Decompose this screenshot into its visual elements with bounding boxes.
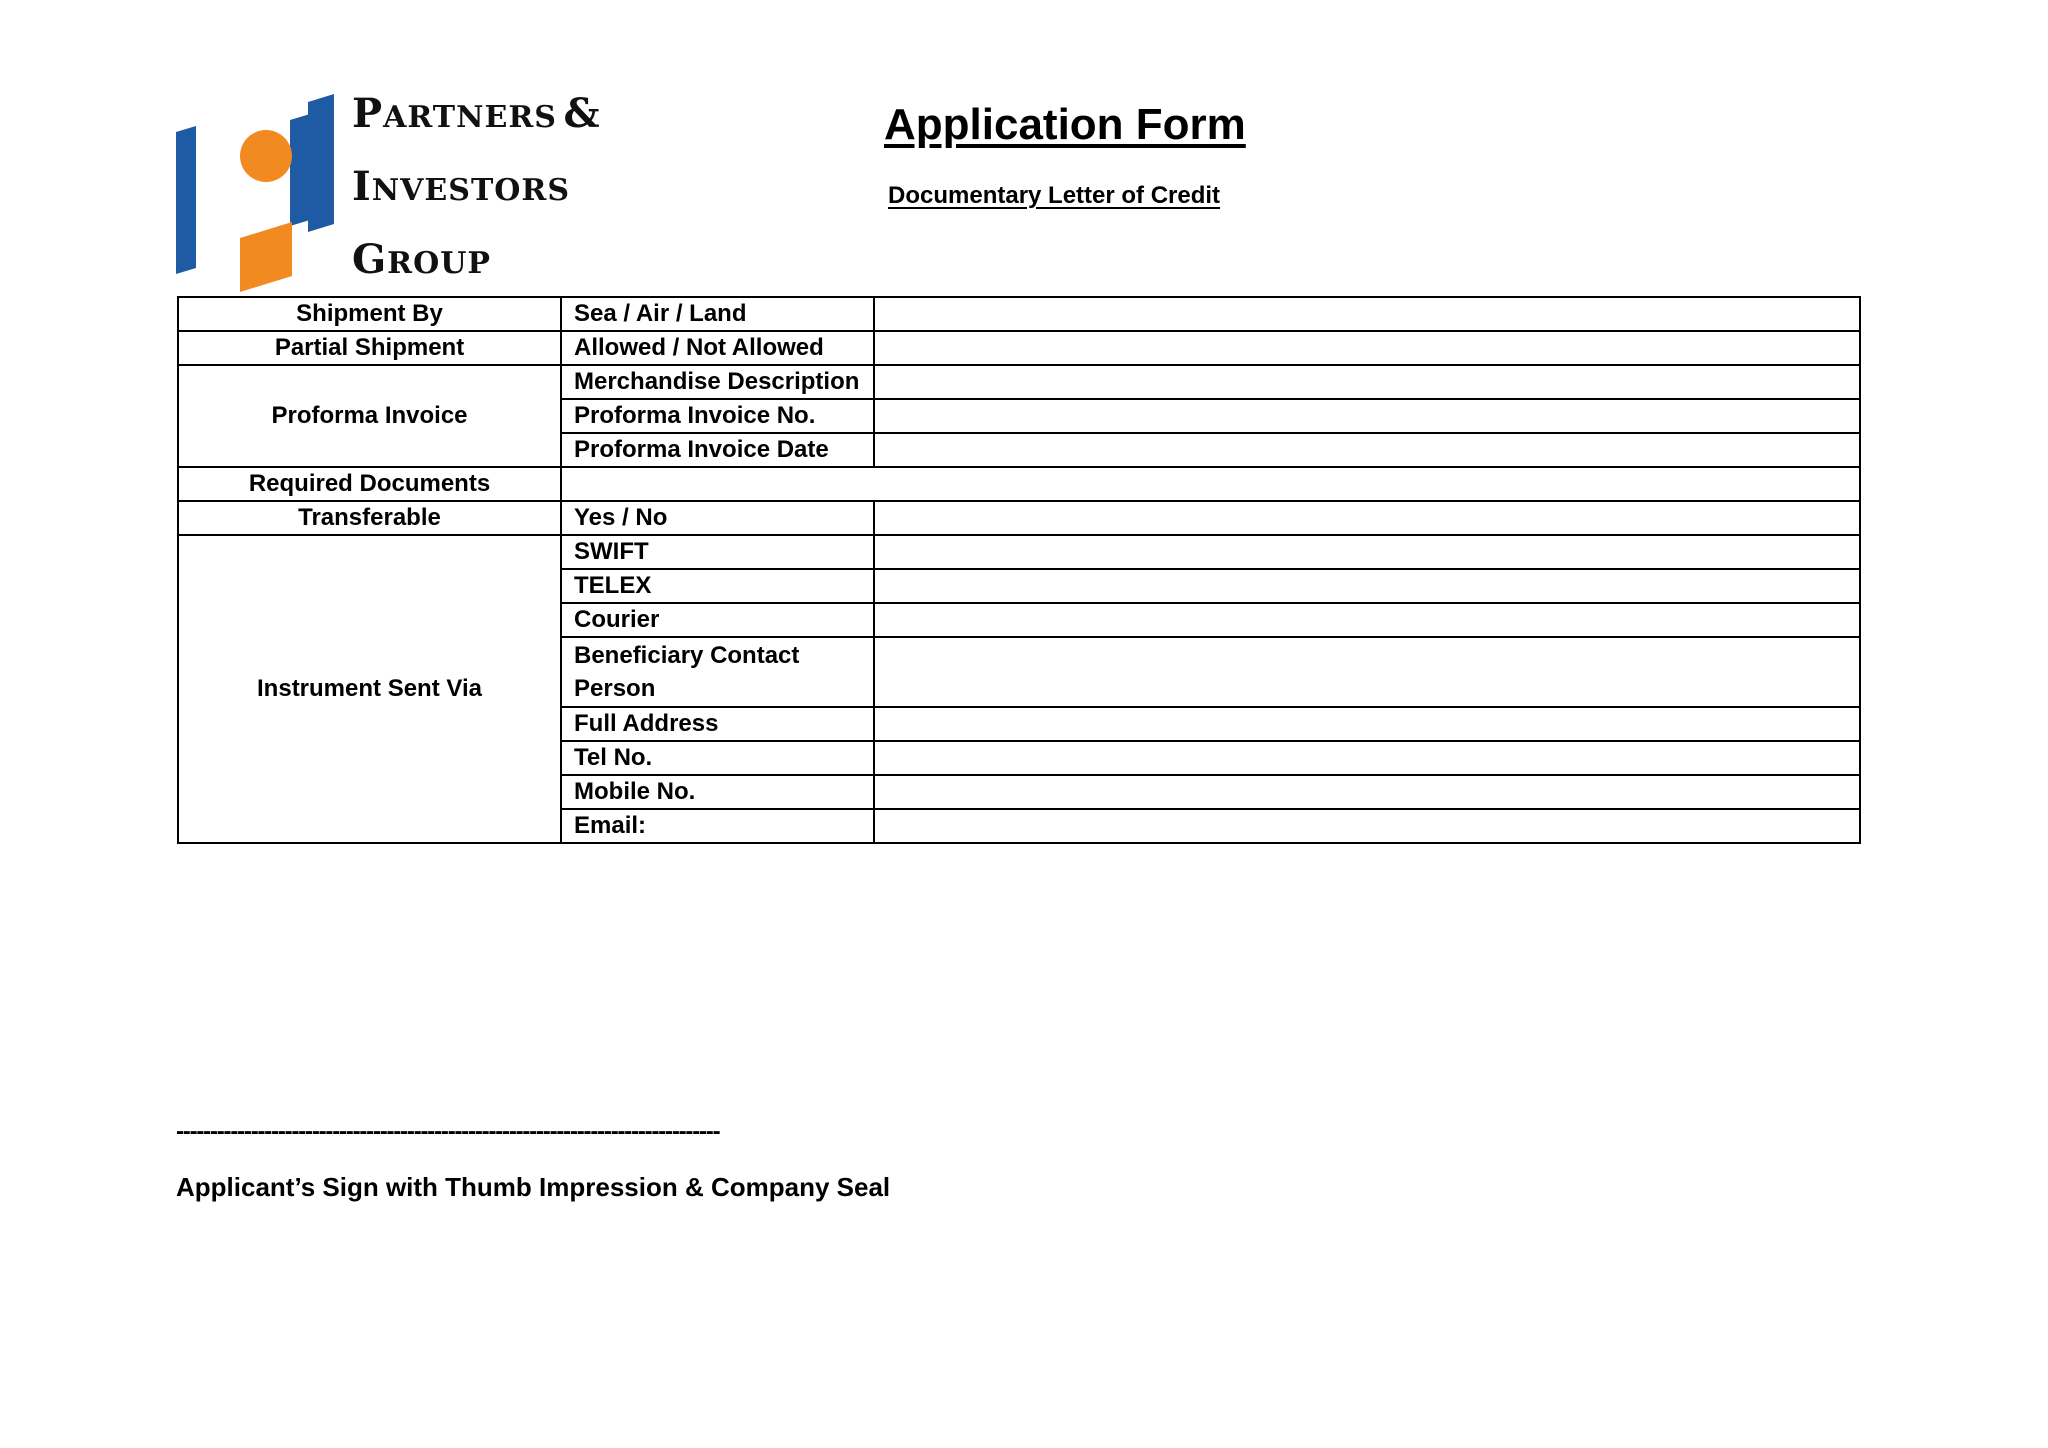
courier-label: Courier [561,603,874,637]
telex-label: TELEX [561,569,874,603]
partial-shipment-label: Partial Shipment [178,331,561,365]
telex-input[interactable] [874,569,1860,603]
required-documents-input[interactable] [561,467,1860,501]
partial-shipment-input[interactable] [874,331,1860,365]
swift-input[interactable] [874,535,1860,569]
merchandise-description-label: Merchandise Description [561,365,874,399]
merchandise-description-input[interactable] [874,365,1860,399]
proforma-invoice-no-input[interactable] [874,399,1860,433]
shipment-by-input[interactable] [874,297,1860,331]
logo-mark-icon [176,92,346,292]
table-row [178,365,1860,399]
mobile-no-input[interactable] [874,775,1860,809]
transferable-input[interactable] [874,501,1860,535]
email-input[interactable] [874,809,1860,843]
tel-no-label: Tel No. [561,741,874,775]
partial-shipment-option: Allowed / Not Allowed [561,331,874,365]
signature-line: -------------------------------------------------------------------------------- [176,1118,720,1145]
full-address-input[interactable] [874,707,1860,741]
table-row [178,535,1860,569]
signature-caption: Applicant’s Sign with Thumb Impression & Company Seal [176,1172,891,1202]
instrument-sent-via-label: Instrument Sent Via [178,535,561,843]
shipment-by-label: Shipment By [178,297,561,331]
proforma-invoice-label: Proforma Invoice [178,365,561,467]
shipment-by-option: Sea / Air / Land [561,297,874,331]
proforma-invoice-no-label: Proforma Invoice No. [561,399,874,433]
beneficiary-contact-person-input[interactable] [874,637,1860,707]
mobile-no-label: Mobile No. [561,775,874,809]
swift-label: SWIFT [561,535,874,569]
logo-text-line1: PARTNERS & [352,90,601,137]
full-address-label: Full Address [561,707,874,741]
table-row [178,501,1860,535]
transferable-option: Yes / No [561,501,874,535]
courier-input[interactable] [874,603,1860,637]
proforma-invoice-date-input[interactable] [874,433,1860,467]
logo-text-line2: INVESTORS [352,163,571,210]
tel-no-input[interactable] [874,741,1860,775]
beneficiary-contact-person-label: Beneficiary Contact Person [561,637,874,707]
table-row [178,467,1860,501]
table-row [178,297,1860,331]
required-documents-label: Required Documents [178,467,561,501]
table-row [178,331,1860,365]
form-subtitle: Documentary Letter of Credit [888,182,1221,209]
logo-text-line3: GROUP [352,236,491,283]
email-label: Email: [561,809,874,843]
application-table [177,296,1861,844]
proforma-invoice-date-label: Proforma Invoice Date [561,433,874,467]
form-title: Application Form [884,100,1246,149]
transferable-label: Transferable [178,501,561,535]
